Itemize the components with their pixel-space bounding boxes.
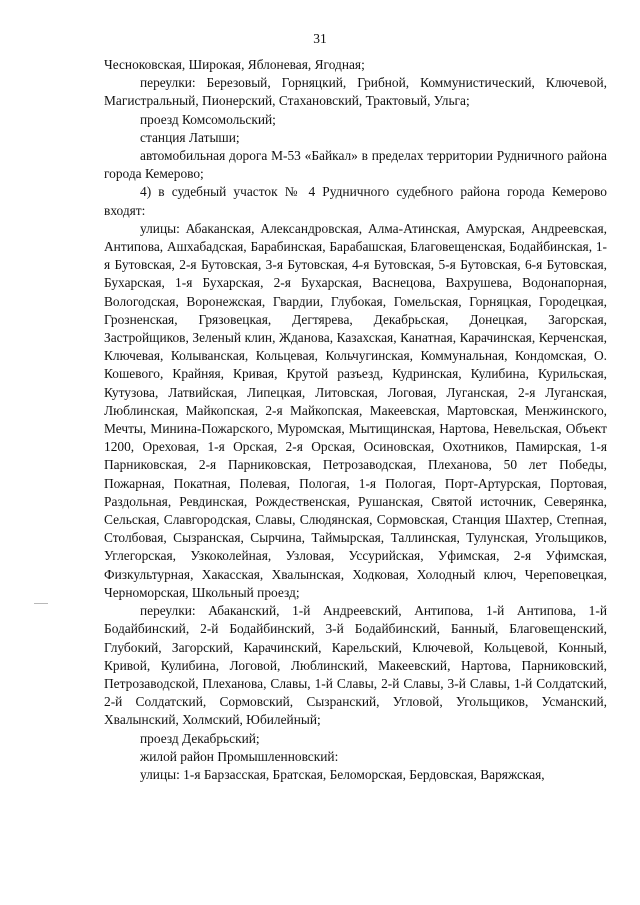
paragraph-lanes-2: переулки: Абаканский, 1-й Андреевский, Антипова, 1-й Антипова, 1-й Бодайбинский, 2-й Бодайбинский, 3-й Бодайбинский, Банный, Благовещенский, Глубокий, Загорский, Карачинский, Карельский, Ключевой, Кольцевой, Конный, Кривой, Кулибина, Логовой, Люблинский, Макеевский, Нартова, Парниковский, Петрозаводской, Плеханова, Славы, 1-й Славы, 2-й Славы, 3-й Славы, 1-й Солдатский, 2-й Солдатский, Сормовский, Сызранский, Угловой, Угольщиков, Усманский, Хвалынский, Холмский, Юбилейный; xyxy=(104,603,607,728)
paragraph-station: станция Латыши; xyxy=(140,129,240,145)
document-body xyxy=(104,56,607,784)
page-number: 31 xyxy=(313,31,327,46)
paragraph-passage-2: проезд Декабрьский; xyxy=(140,730,260,746)
paragraph-passage: проезд Комсомольский; xyxy=(140,111,276,127)
paragraph-highway: автомобильная дорога М-53 «Байкал» в пределах территории Рудничного района города Кемерово; xyxy=(104,148,607,182)
paragraph-district-streets: улицы: 1-я Барзасская, Братская, Беломорская, Бердовская, Варяжская, xyxy=(140,766,545,782)
margin-mark xyxy=(34,603,48,604)
paragraph-streets: улицы: Абаканская, Александровская, Алма-Атинская, Амурская, Андреевская, Антипова, Ашхабадская, Барабинская, Барабашская, Благовещенская, Бодайбинская, 1-я Бутовская, 2-я Бутовская, 3-я Бутовская, 4-я Бутовская, 5-я Бутовская, 6-я Бутовская, Бухарская, 1-я Бухарская, 2-я Бухарская, Васнецова, Вахрушева, Водонапорная, Вологодская, Воронежская, Гвардии, Глубокая, Гомельская, Горняцкая, Городецкая, Грозненская, Грязовецкая, Дегтярева, Декабрьская, Донецкая, Загорская, Застройщиков, Зеленый клин, Жданова, Казахская, Канатная, Карачинская, Керченская, Ключевая, Колыванская, Кольцевая, Кольчугинская, Коммунальная, Кондомская, О. Кошевого, Крайняя, Кривая, Крутой разъезд, Кудринская, Кулибина, Курильская, Кутузова, Латвийская, Липецкая, Литовская, Логовая, Луганская, 2-я Луганская, Люблинская, Майкопская, 2-я Майкопская, Макеевская, Мартовская, Менжинского, Мечты, Минина-Пожарского, Муромская, Мытищинская, Нартова, Невельская, Объект 1200, Ореховая, 1-я Орская, 2-я Орская, Осиновская, Охотников, Памирская, 1-я Парниковская, 2-я Парниковская, Петрозаводская, Плеханова, 50 лет Победы, Пожарная, Покатная, Полевая, Пологая, 1-я Пологая, Порт-Артурская, Портовая, Раздольная, Ревдинская, Рождественская, Рушанская, Святой источник, Северянка, Сельская, Славгородская, Славы, Слюдянская, Сормовская, Станция Шахтер, Степная, Столбовая, Сызранская, Сырчина, Таймырская, Таллинская, Тулунская, Угольщиков, Углегорская, Узкоколейная, Узловая, Уссурийская, Уфимская, 2-я Уфимская, Физкультурная, Хакасская, Хвалынская, Ходковая, Холодный ключ, Череповецкая, Черноморская, Школьный проезд; xyxy=(104,220,607,600)
paragraph-section-4: 4) в судебный участок № 4 Рудничного судебного района города Кемерово входят: xyxy=(104,184,607,218)
paragraph-district: жилой район Промышленновский: xyxy=(140,748,339,764)
paragraph-continuation: Чесноковская, Широкая, Яблоневая, Ягодная; xyxy=(104,57,365,72)
paragraph-lanes: переулки: Березовый, Горняцкий, Грибной, Коммунистический, Ключевой, Магистральный, Пионерский, Стахановский, Трактовый, Ульга; xyxy=(104,75,607,109)
